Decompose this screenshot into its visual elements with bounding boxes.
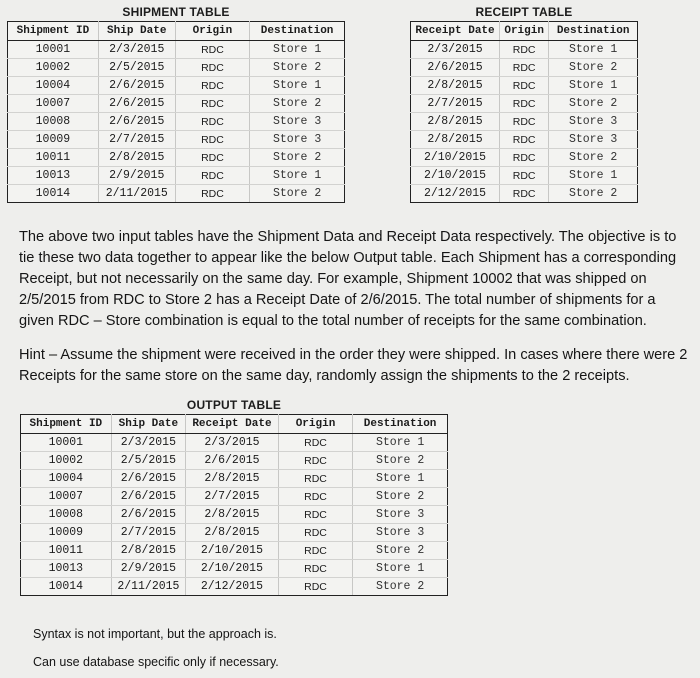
table-cell: RDC [175, 41, 250, 59]
table-cell: 10007 [8, 95, 99, 113]
table-cell: 2/9/2015 [98, 167, 175, 185]
table-cell: 2/8/2015 [411, 131, 500, 149]
table-cell: Store 3 [250, 131, 345, 149]
table-cell: 2/7/2015 [186, 488, 279, 506]
shipment-table-header-row [8, 22, 345, 41]
receipt-table-header-row [411, 22, 638, 41]
table-cell: RDC [278, 488, 352, 506]
table-cell: 2/9/2015 [111, 560, 185, 578]
shipment-header-ship-date: Ship Date [98, 22, 175, 41]
output-header-id: Shipment ID [21, 415, 112, 434]
table-cell: 2/12/2015 [411, 185, 500, 203]
table-cell: 10001 [21, 434, 112, 452]
table-row [8, 41, 345, 59]
table-cell: RDC [500, 95, 549, 113]
table-row [8, 77, 345, 95]
table-cell: RDC [500, 131, 549, 149]
table-cell: 2/10/2015 [411, 149, 500, 167]
table-cell: RDC [175, 95, 250, 113]
table-cell: 2/7/2015 [98, 131, 175, 149]
table-cell: RDC [278, 542, 352, 560]
receipt-table [410, 21, 638, 203]
shipment-header-id: Shipment ID [8, 22, 99, 41]
table-cell: 2/3/2015 [111, 434, 185, 452]
table-cell: 10002 [8, 59, 99, 77]
table-cell: Store 2 [250, 59, 345, 77]
receipt-header-destination: Destination [549, 22, 638, 41]
shipment-table-title: SHIPMENT TABLE [122, 5, 230, 19]
output-table-header-row [21, 415, 448, 434]
table-row [411, 77, 638, 95]
table-cell: Store 2 [353, 578, 448, 596]
receipt-table-body [411, 41, 638, 203]
table-cell: 2/6/2015 [98, 77, 175, 95]
table-cell: Store 2 [549, 59, 638, 77]
table-cell: 2/8/2015 [186, 470, 279, 488]
receipt-table-block [410, 3, 638, 203]
table-cell: Store 2 [353, 488, 448, 506]
table-cell: 10004 [21, 470, 112, 488]
table-cell: Store 1 [250, 77, 345, 95]
table-row [411, 131, 638, 149]
table-cell: 2/10/2015 [186, 542, 279, 560]
shipment-table-body [8, 41, 345, 203]
table-row [8, 59, 345, 77]
output-table-body [21, 434, 448, 596]
table-cell: 2/5/2015 [98, 59, 175, 77]
note-database: Can use database specific only if necessary. [33, 655, 279, 669]
table-cell: 2/10/2015 [411, 167, 500, 185]
table-cell: 2/6/2015 [111, 488, 185, 506]
table-cell: Store 2 [250, 95, 345, 113]
table-row [411, 185, 638, 203]
receipt-header-date: Receipt Date [411, 22, 500, 41]
table-cell: 10009 [21, 524, 112, 542]
table-cell: Store 2 [353, 452, 448, 470]
table-cell: 10011 [21, 542, 112, 560]
table-cell: 2/5/2015 [111, 452, 185, 470]
table-cell: Store 1 [250, 167, 345, 185]
table-row [411, 41, 638, 59]
table-cell: RDC [278, 506, 352, 524]
table-cell: RDC [175, 59, 250, 77]
table-cell: 10008 [21, 506, 112, 524]
receipt-table-title: RECEIPT TABLE [475, 5, 573, 19]
table-cell: 2/8/2015 [186, 524, 279, 542]
table-row [21, 524, 448, 542]
table-cell: 2/10/2015 [186, 560, 279, 578]
table-cell: 10001 [8, 41, 99, 59]
note-syntax: Syntax is not important, but the approach is. [33, 627, 277, 641]
table-row [21, 560, 448, 578]
table-row [8, 185, 345, 203]
shipment-table [7, 21, 345, 203]
table-cell: RDC [175, 167, 250, 185]
table-cell: RDC [500, 185, 549, 203]
table-row [8, 95, 345, 113]
table-row [411, 113, 638, 131]
table-cell: 10009 [8, 131, 99, 149]
table-row [411, 167, 638, 185]
table-cell: RDC [500, 77, 549, 95]
table-cell: RDC [500, 167, 549, 185]
table-cell: 10007 [21, 488, 112, 506]
table-cell: RDC [278, 452, 352, 470]
table-cell: 2/8/2015 [186, 506, 279, 524]
table-row [21, 506, 448, 524]
output-table-block [20, 396, 448, 596]
table-row [8, 149, 345, 167]
shipment-table-block [7, 3, 345, 203]
table-cell: Store 2 [549, 149, 638, 167]
table-cell: RDC [175, 113, 250, 131]
description-paragraph: The above two input tables have the Shipment Data and Receipt Data respectively. The objective is to tie these two data together to appear like the below Output table. Each Shipment has a corresponding Receipt, but not necessarily on the same day. For example, Shipment 10002 that was shipped on 2/5/2015 from RDC to Store 2 has a Receipt Date of 2/6/2015. The total number of shipments for a given RDC – Store combination is equal to the total number of receipts for the same combination. [19, 229, 677, 329]
table-row [21, 470, 448, 488]
table-cell: 2/12/2015 [186, 578, 279, 596]
table-cell: RDC [175, 77, 250, 95]
table-cell: RDC [175, 131, 250, 149]
table-row [8, 113, 345, 131]
table-cell: 2/6/2015 [111, 506, 185, 524]
table-row [411, 59, 638, 77]
table-cell: Store 2 [549, 95, 638, 113]
table-cell: 10014 [8, 185, 99, 203]
receipt-header-origin: Origin [500, 22, 549, 41]
output-header-origin: Origin [278, 415, 352, 434]
table-cell: 2/3/2015 [186, 434, 279, 452]
table-cell: 10013 [21, 560, 112, 578]
table-cell: 2/6/2015 [186, 452, 279, 470]
table-cell: Store 2 [250, 149, 345, 167]
table-cell: 2/6/2015 [111, 470, 185, 488]
table-cell: 2/8/2015 [111, 542, 185, 560]
table-cell: RDC [278, 524, 352, 542]
table-cell: Store 1 [549, 77, 638, 95]
table-row [21, 578, 448, 596]
table-cell: 2/8/2015 [411, 77, 500, 95]
hint-paragraph: Hint – Assume the shipment were received in the order they were shipped. In cases where there were 2 Receipts for the same store on the same day, randomly assign the shipments to the 2 receipts. [19, 347, 688, 384]
output-header-destination: Destination [353, 415, 448, 434]
table-row [21, 542, 448, 560]
table-cell: 2/8/2015 [411, 113, 500, 131]
table-cell: 10011 [8, 149, 99, 167]
table-cell: RDC [175, 185, 250, 203]
table-cell: RDC [500, 113, 549, 131]
table-cell: 2/6/2015 [98, 113, 175, 131]
table-cell: 10004 [8, 77, 99, 95]
table-cell: Store 2 [250, 185, 345, 203]
table-row [21, 434, 448, 452]
shipment-header-destination: Destination [250, 22, 345, 41]
table-cell: Store 3 [549, 113, 638, 131]
shipment-header-origin: Origin [175, 22, 250, 41]
output-header-ship-date: Ship Date [111, 415, 185, 434]
table-cell: RDC [278, 560, 352, 578]
table-row [21, 488, 448, 506]
table-cell: Store 1 [250, 41, 345, 59]
table-cell: Store 3 [549, 131, 638, 149]
table-cell: Store 3 [250, 113, 345, 131]
table-cell: RDC [500, 41, 549, 59]
table-cell: RDC [175, 149, 250, 167]
table-cell: 2/8/2015 [98, 149, 175, 167]
table-cell: 10008 [8, 113, 99, 131]
table-cell: 2/3/2015 [411, 41, 500, 59]
table-cell: 2/11/2015 [98, 185, 175, 203]
output-table-title: OUTPUT TABLE [186, 398, 282, 412]
output-header-receipt-date: Receipt Date [186, 415, 279, 434]
table-cell: Store 1 [549, 167, 638, 185]
table-cell: RDC [278, 578, 352, 596]
table-cell: 2/6/2015 [411, 59, 500, 77]
table-cell: RDC [500, 59, 549, 77]
table-cell: RDC [500, 149, 549, 167]
table-cell: Store 3 [353, 524, 448, 542]
table-cell: Store 1 [353, 434, 448, 452]
table-cell: Store 2 [353, 542, 448, 560]
table-cell: 2/7/2015 [111, 524, 185, 542]
table-row [21, 452, 448, 470]
table-cell: Store 1 [353, 470, 448, 488]
output-table [20, 414, 448, 596]
table-cell: 10013 [8, 167, 99, 185]
table-cell: 10002 [21, 452, 112, 470]
table-cell: Store 2 [549, 185, 638, 203]
table-cell: 2/3/2015 [98, 41, 175, 59]
table-row [411, 95, 638, 113]
table-cell: 10014 [21, 578, 112, 596]
table-cell: 2/11/2015 [111, 578, 185, 596]
table-row [8, 131, 345, 149]
table-cell: Store 3 [353, 506, 448, 524]
table-cell: 2/6/2015 [98, 95, 175, 113]
table-row [8, 167, 345, 185]
table-cell: Store 1 [353, 560, 448, 578]
table-cell: Store 1 [549, 41, 638, 59]
table-cell: 2/7/2015 [411, 95, 500, 113]
table-cell: RDC [278, 470, 352, 488]
table-row [411, 149, 638, 167]
table-cell: RDC [278, 434, 352, 452]
